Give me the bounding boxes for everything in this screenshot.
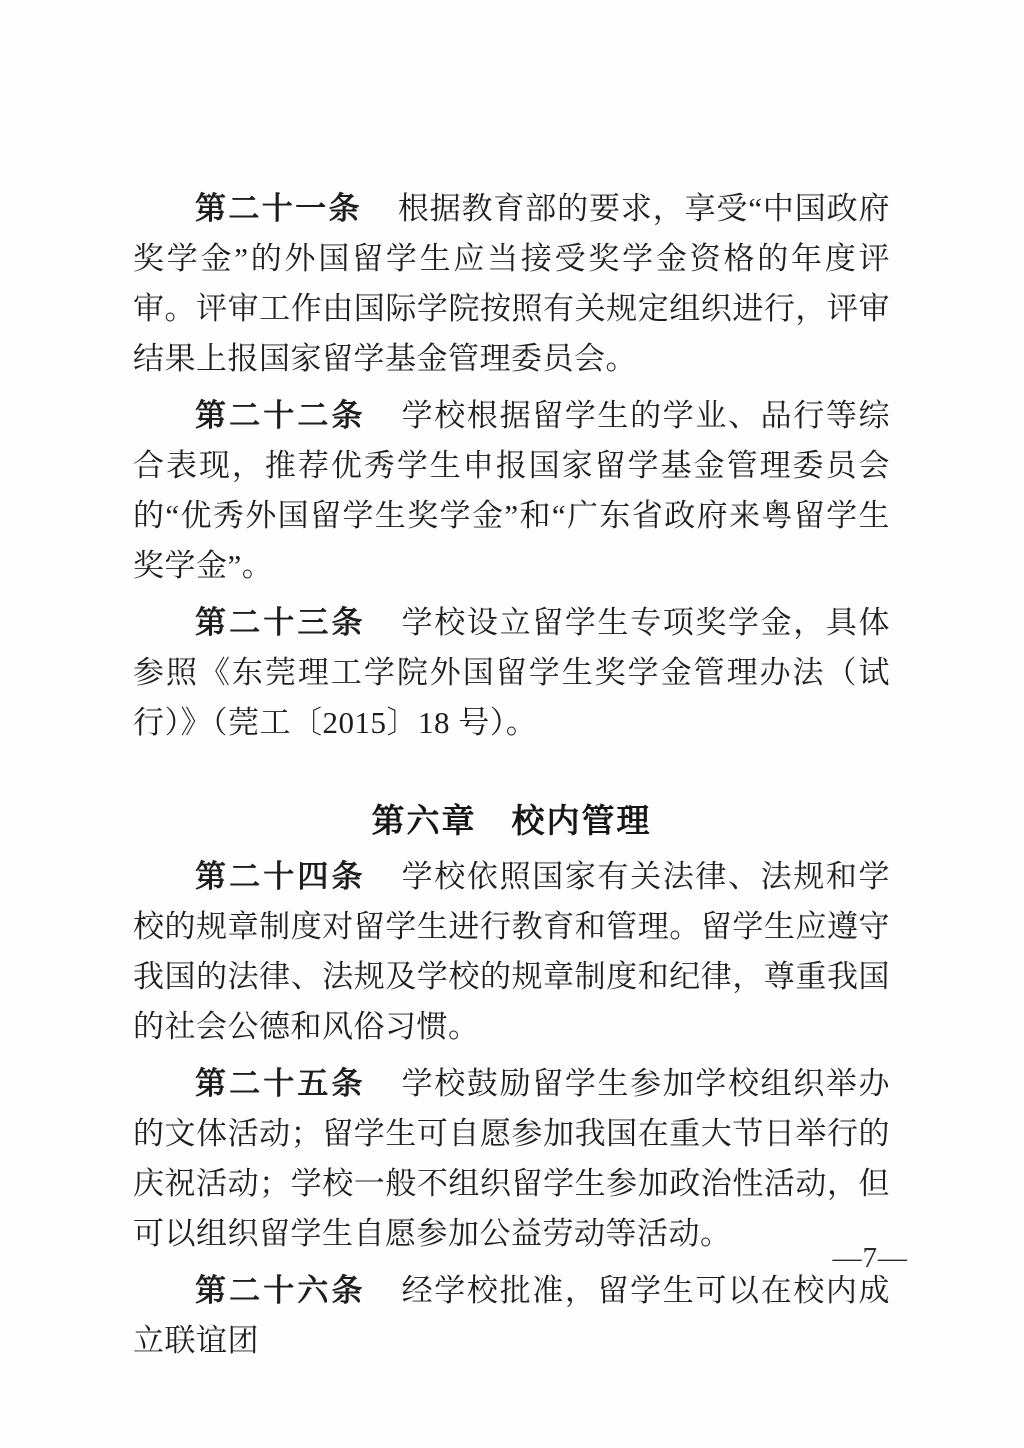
document-body [133,184,890,1373]
article-paragraph-22 [133,391,890,591]
article-text: 学校设立留学生专项奖学金，具体参照《东莞理工学院外国留学生奖学金管理办法（试行）》（莞工〔2015〕18 号）。 [133,605,891,740]
article-paragraph-25 [133,1059,890,1259]
article-paragraph-24 [133,852,890,1052]
article-paragraph-23 [133,598,890,748]
article-number: 第二十五条 [195,1066,366,1101]
article-text: 学校根据留学生的学业、品行等综合表现，推荐优秀学生申报国家留学基金管理委员会的“优秀外国留学生奖学金”和“广东省政府来粤留学生奖学金”。 [133,398,891,583]
article-paragraph-26 [133,1266,890,1366]
article-number: 第二十二条 [195,398,366,433]
article-text: 学校鼓励留学生参加学校组织举办的文体活动；留学生可自愿参加我国在重大节日举行的庆祝活动；学校一般不组织留学生参加政治性活动，但可以组织留学生自愿参加公益劳动等活动。 [133,1066,891,1251]
chapter-heading: 第六章 校内管理 [371,802,652,839]
article-text: 根据教育部的要求，享受“中国政府奖学金”的外国留学生应当接受奖学金资格的年度评审。评审工作由国际学院按照有关规定组织进行，评审结果上报国家留学基金管理委员会。 [133,191,890,376]
article-text: 经学校批准，留学生可以在校内成立联谊团 [133,1273,891,1358]
article-text: 学校依照国家有关法律、法规和学校的规章制度对留学生进行教育和管理。留学生应遵守我国的法律、法规及学校的规章制度和纪律，尊重我国的社会公德和风俗习惯。 [133,859,891,1044]
article-paragraph-21 [133,184,890,384]
article-number: 第二十四条 [195,859,366,894]
page-number: —7— [832,1242,908,1274]
article-number: 第二十六条 [195,1273,366,1308]
article-number: 第二十三条 [195,605,366,640]
article-number: 第二十一条 [195,191,362,226]
